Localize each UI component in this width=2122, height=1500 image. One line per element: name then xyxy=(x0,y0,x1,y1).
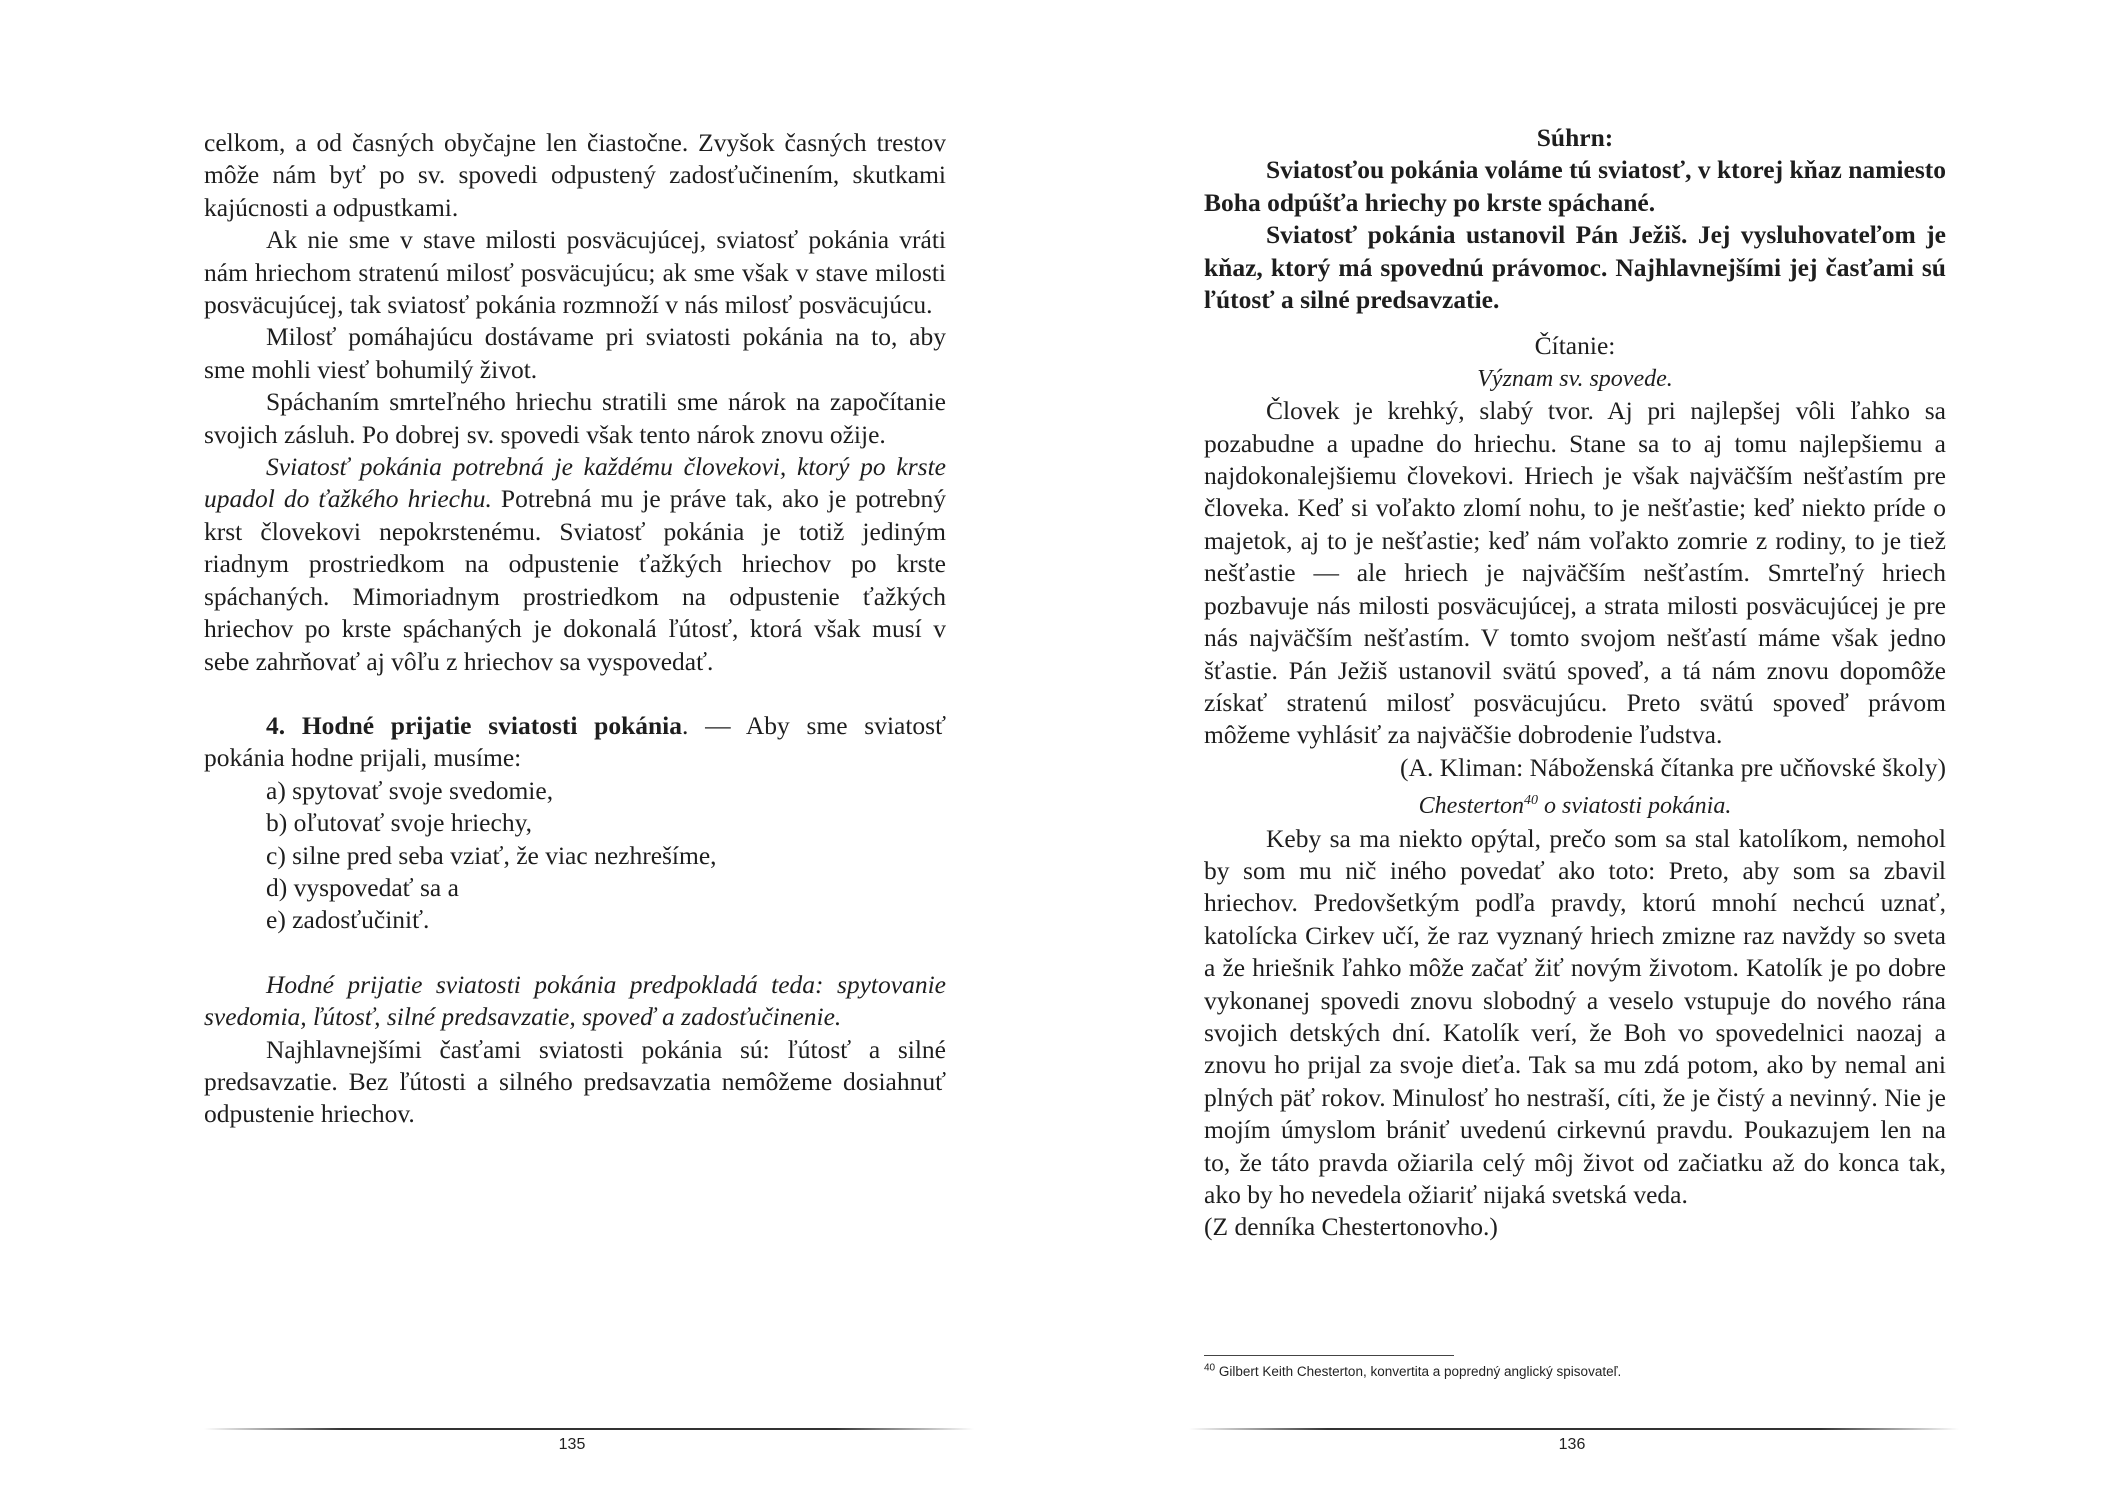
reading-label: Čítanie: xyxy=(1534,331,1616,361)
page-number: 136 xyxy=(1558,1436,1586,1453)
paragraph-text: Potrebná mu je práve tak, ako je potrebný krst človekovi nepokrstenému. Sviatosť pokánia je totiž jediným riadnym prostriedkom na odpustenie ťažkých hriechov po krste spáchaných. Mimoriadnym prostriedkom na odpustenie ťažkých hriechov po krste spáchaných je dokonalá ľútosť, ktorá však musí v sebe zahrňovať aj vôľu z hriechov sa vyspovedať. xyxy=(204,484,946,676)
right-page-text-column xyxy=(1204,122,1946,1244)
list-item: e) zadosťučiniť. xyxy=(266,905,430,935)
paragraph-text: . — Aby sme sviatosť pokánia hodne prijali, musíme: xyxy=(204,710,946,773)
footnote-reference: 40 xyxy=(1524,793,1538,809)
list-item: d) vyspovedať sa a xyxy=(266,872,459,902)
paragraph xyxy=(204,451,946,678)
reading-text: Človek je krehký, slabý tvor. Aj pri najlepšej vôli ľahko sa pozabudne a upadne do hriechu. Stane sa to aj tomu najlepšiemu a najdokonalejšiemu človekovi. Hriech je však najväčším nešťastím pre človeka. Keď si voľakto zlomí nohu, to je nešťastie; keď niekto príde o majetok, aj to je nešťastie; keď nám voľakto zomrie z rodiny, to je tiež nešťastie — ale hriech je najväčším nešťastím. Smrteľný hriech pozbavuje nás milosti posväcujúcej, a strata milosti posväcujúcej je pre nás najväčším nešťastím. V tomto svojom nešťastí máme však jedno šťastie. Pán Ježiš ustanovil svätú spoveď, a tá nám znovu dopomôže získať stratenú milosť posväcujúcu. Preto svätú spoveď právom môžeme vyhlásiť za najväčšie dobrodenie ľudstva. xyxy=(1204,396,1946,750)
paragraph: celkom, a od časných obyčajne len čiastočne. Zvyšok časných trestov môže nám byť po sv. spovedi odpustený zadosťučinením, skutkami kajúcnosti a odpustkami. xyxy=(204,128,946,222)
footnote-text: Gilbert Keith Chesterton, konvertita a popredný anglický spisovateľ. xyxy=(1215,1364,1622,1379)
reading-title xyxy=(1204,790,1946,822)
reading-source: (Z denníka Chestertonovho.) xyxy=(1204,1212,1498,1242)
paragraph: Milosť pomáhajúcu dostávame pri sviatosti pokánia na to, aby sme mohli viesť bohumilý život. xyxy=(204,322,946,384)
page-number: 135 xyxy=(558,1436,586,1453)
section-paragraph xyxy=(204,710,946,775)
summary-paragraph: Sviatosť pokánia ustanovil Pán Ježiš. Jej vysluhovateľom je kňaz, ktorý má spovednú právomoc. Najhlavnejšími jej časťami sú ľútosť a silné predsavzatie. xyxy=(1204,220,1946,315)
section-heading: 4. Hodné prijatie sviatosti pokánia xyxy=(266,710,683,740)
reading-text: Keby sa ma niekto opýtal, prečo som sa stal katolíkom, nemohol by som mu nič iného povedať ako toto: Preto, aby som sa zbavil hriechov. Predovšetkým podľa pravdy, ktorú mnohí nechcú uznať, katolícka Cirkev učí, že raz vyznaný hriech zmizne raz navždy so sveta a že hriešnik ľahko môže začať žiť novým životom. Katolík je po dobre vykonanej spovedi znovu slobodný a veselo vstupuje do nového rána svojich detských dní. Katolík verí, že Boh vo spovedelnici naozaj a znovu ho prijal za svoje dieťa. Tak sa mu zdá potom, ako by nemal ani plných päť rokov. Minulosť ho nestraší, cíti, že je čistý a nevinný. Nie je mojím úmyslom brániť uvedenú cirkevnú pravdu. Poukazujem len na to, že táto pravda ožiarila celý môj život od začiatku až do konca tak, ako by ho nevedela ožiariť nijaká svetská veda. xyxy=(1204,823,1946,1209)
footnote-divider xyxy=(1204,1355,1454,1356)
reading-title: Význam sv. spovede. xyxy=(1477,365,1673,392)
right-page xyxy=(1061,0,2122,1500)
list-item: b) oľutovať svoje hriechy, xyxy=(266,808,533,838)
emphasis-text: Sviatosť pokánia potrebná je každému človekovi, ktorý po krste upadol do ťažkého hriechu. xyxy=(204,452,946,514)
footnote xyxy=(1204,1363,1946,1381)
footer-divider xyxy=(1189,1428,1959,1430)
paragraph: Spáchaním smrteľného hriechu stratili sme nárok na započítanie svojich zásluh. Po dobrej sv. spovedi však tento nárok znovu ožije. xyxy=(204,387,946,449)
summary-paragraph: Sviatosťou pokánia voláme tú sviatosť, v ktorej kňaz namiesto Boha odpúšťa hriechy po krste spáchané. xyxy=(1204,155,1946,217)
reading-title-text: Chesterton xyxy=(1418,793,1524,820)
footnote-number: 40 xyxy=(1204,1362,1216,1374)
reading-title-text: o sviatosti pokánia. xyxy=(1538,793,1732,820)
paragraph: Najhlavnejšími časťami sviatosti pokánia sú: ľútosť a silné predsavzatie. Bez ľútosti a silného predsavzatia nemôžeme dosiahnuť odpustenie hriechov. xyxy=(204,1034,946,1129)
summary-heading: Súhrn: xyxy=(1536,123,1614,152)
reading-source: (A. Kliman: Náboženská čítanka pre učňovské školy) xyxy=(1400,752,1946,782)
left-page-text-column xyxy=(204,127,946,1131)
footer-divider xyxy=(204,1428,974,1430)
list-item: a) spytovať svoje svedomie, xyxy=(266,775,554,805)
paragraph: Ak nie sme v stave milosti posväcujúcej, sviatosť pokánia vráti nám hriechom stratenú milosť posväcujúcu; ak sme však v stave milosti posväcujúcej, tak sviatosť pokánia rozmnoží v nás milosť posväcujúcu. xyxy=(204,225,946,320)
requirements-list xyxy=(204,775,946,937)
italic-paragraph: Hodné prijatie sviatosti pokánia predpokladá teda: spytovanie svedomia, ľútosť, silné predsavzatie, spoveď a zadosťučinenie. xyxy=(204,969,946,1032)
list-item: c) silne pred seba vziať, že viac nezhrešíme, xyxy=(266,840,717,870)
